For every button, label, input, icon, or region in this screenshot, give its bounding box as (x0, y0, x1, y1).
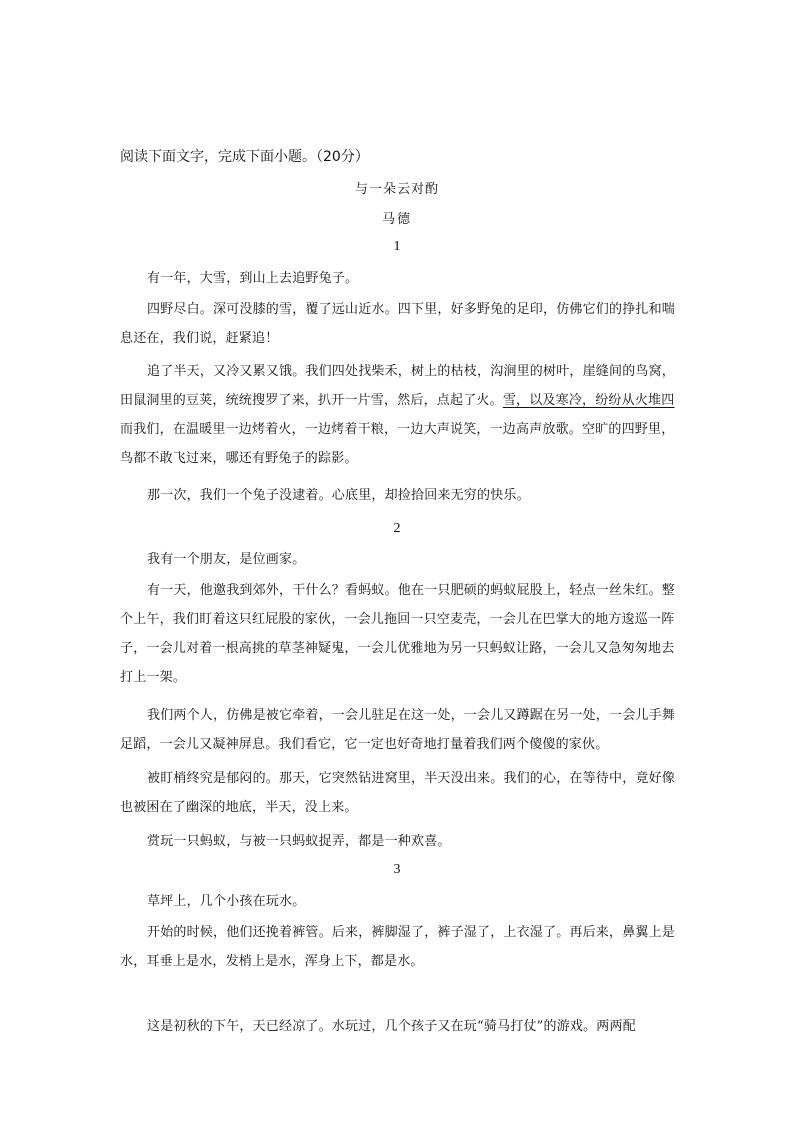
underlined-sentence: 雪，以及寒冷，纷纷从火堆四 (502, 393, 675, 408)
paragraph: 被盯梢终究是郁闷的。那天，它突然钻进窝里，半天没出来。我们的心，在等待中，竟好像也被困在了幽深的地底，半天，没上来。 (120, 771, 676, 815)
question-instruction: 阅读下面文字，完成下面小题。（20分） (120, 149, 369, 165)
paragraph: 开始的时候，他们还挽着裤管。后来，裤脚湿了，裤子湿了，上衣湿了。再后来，鼻翼上是水，耳垂上是水，发梢上是水，浑身上下，都是水。 (120, 925, 676, 969)
paragraph: 赏玩一只蚂蚁，与被一只蚂蚁捉弄，都是一种欢喜。 (147, 834, 451, 849)
paragraph (120, 357, 676, 415)
paragraph: 有一天，他邀我到郊外，干什么？看蚂蚁。他在一只肥硕的蚂蚁屁股上，轻点一丝朱红。整个上午，我们盯着这只红屁股的家伙，一会儿拖回一只空麦壳，一会儿在巴掌大的地方逡巡一阵子，一会儿对着一根高挑的草茎神疑鬼，一会儿优雅地为另一只蚂蚁让路，一会儿又急匆匆地去打上一架。 (120, 583, 676, 685)
section-number: 3 (393, 862, 401, 877)
paragraph: 四野尽白。深可没膝的雪，覆了远山近水。四下里，好多野兔的足印，仿佛它们的挣扎和喘息还在，我们说，赶紧追！ (120, 302, 676, 346)
paragraph: 有一年，大雪，到山上去追野兔子。 (147, 271, 359, 286)
article-title: 与一朵云对酌 (354, 182, 439, 197)
paragraph: 我们两个人，仿佛是被它牵着，一会儿驻足在这一处，一会儿又蹲踞在另一处，一会儿手舞足蹈，一会儿又凝神屏息。我们看它，它一定也好奇地打量着我们两个傻傻的家伙。 (120, 708, 676, 752)
paragraph-continued: 而我们，在温暖里一边烤着火，一边烤着干粮，一边大声说笑，一边高声放歌。空旷的四野里，鸟都不敢飞过来，哪还有野兔子的踪影。 (120, 422, 675, 466)
paragraph: 那一次，我们一个兔子没逮着。心底里，却捡拾回来无穷的快乐。 (147, 488, 530, 503)
article-author: 马德 (381, 212, 412, 227)
paragraph: 这是初秋的下午，天已经凉了。水玩过，几个孩子又在玩“骑马打仗”的游戏。两两配 (147, 1019, 636, 1034)
section-number: 1 (393, 239, 401, 254)
paragraph: 草坪上，几个小孩在玩水。 (147, 894, 306, 909)
paragraph-text: 追了半天，又冷又累又饿。我们四处找柴禾，树上的枯枝，沟涧里的树叶，崖缝间的鸟窝，田鼠洞里的豆荚，统统搜罗了来，扒开一片雪，然后，点起了火。 (120, 364, 676, 408)
section-number: 2 (393, 521, 401, 536)
paragraph: 我有一个朋友，是位画家。 (147, 552, 306, 567)
